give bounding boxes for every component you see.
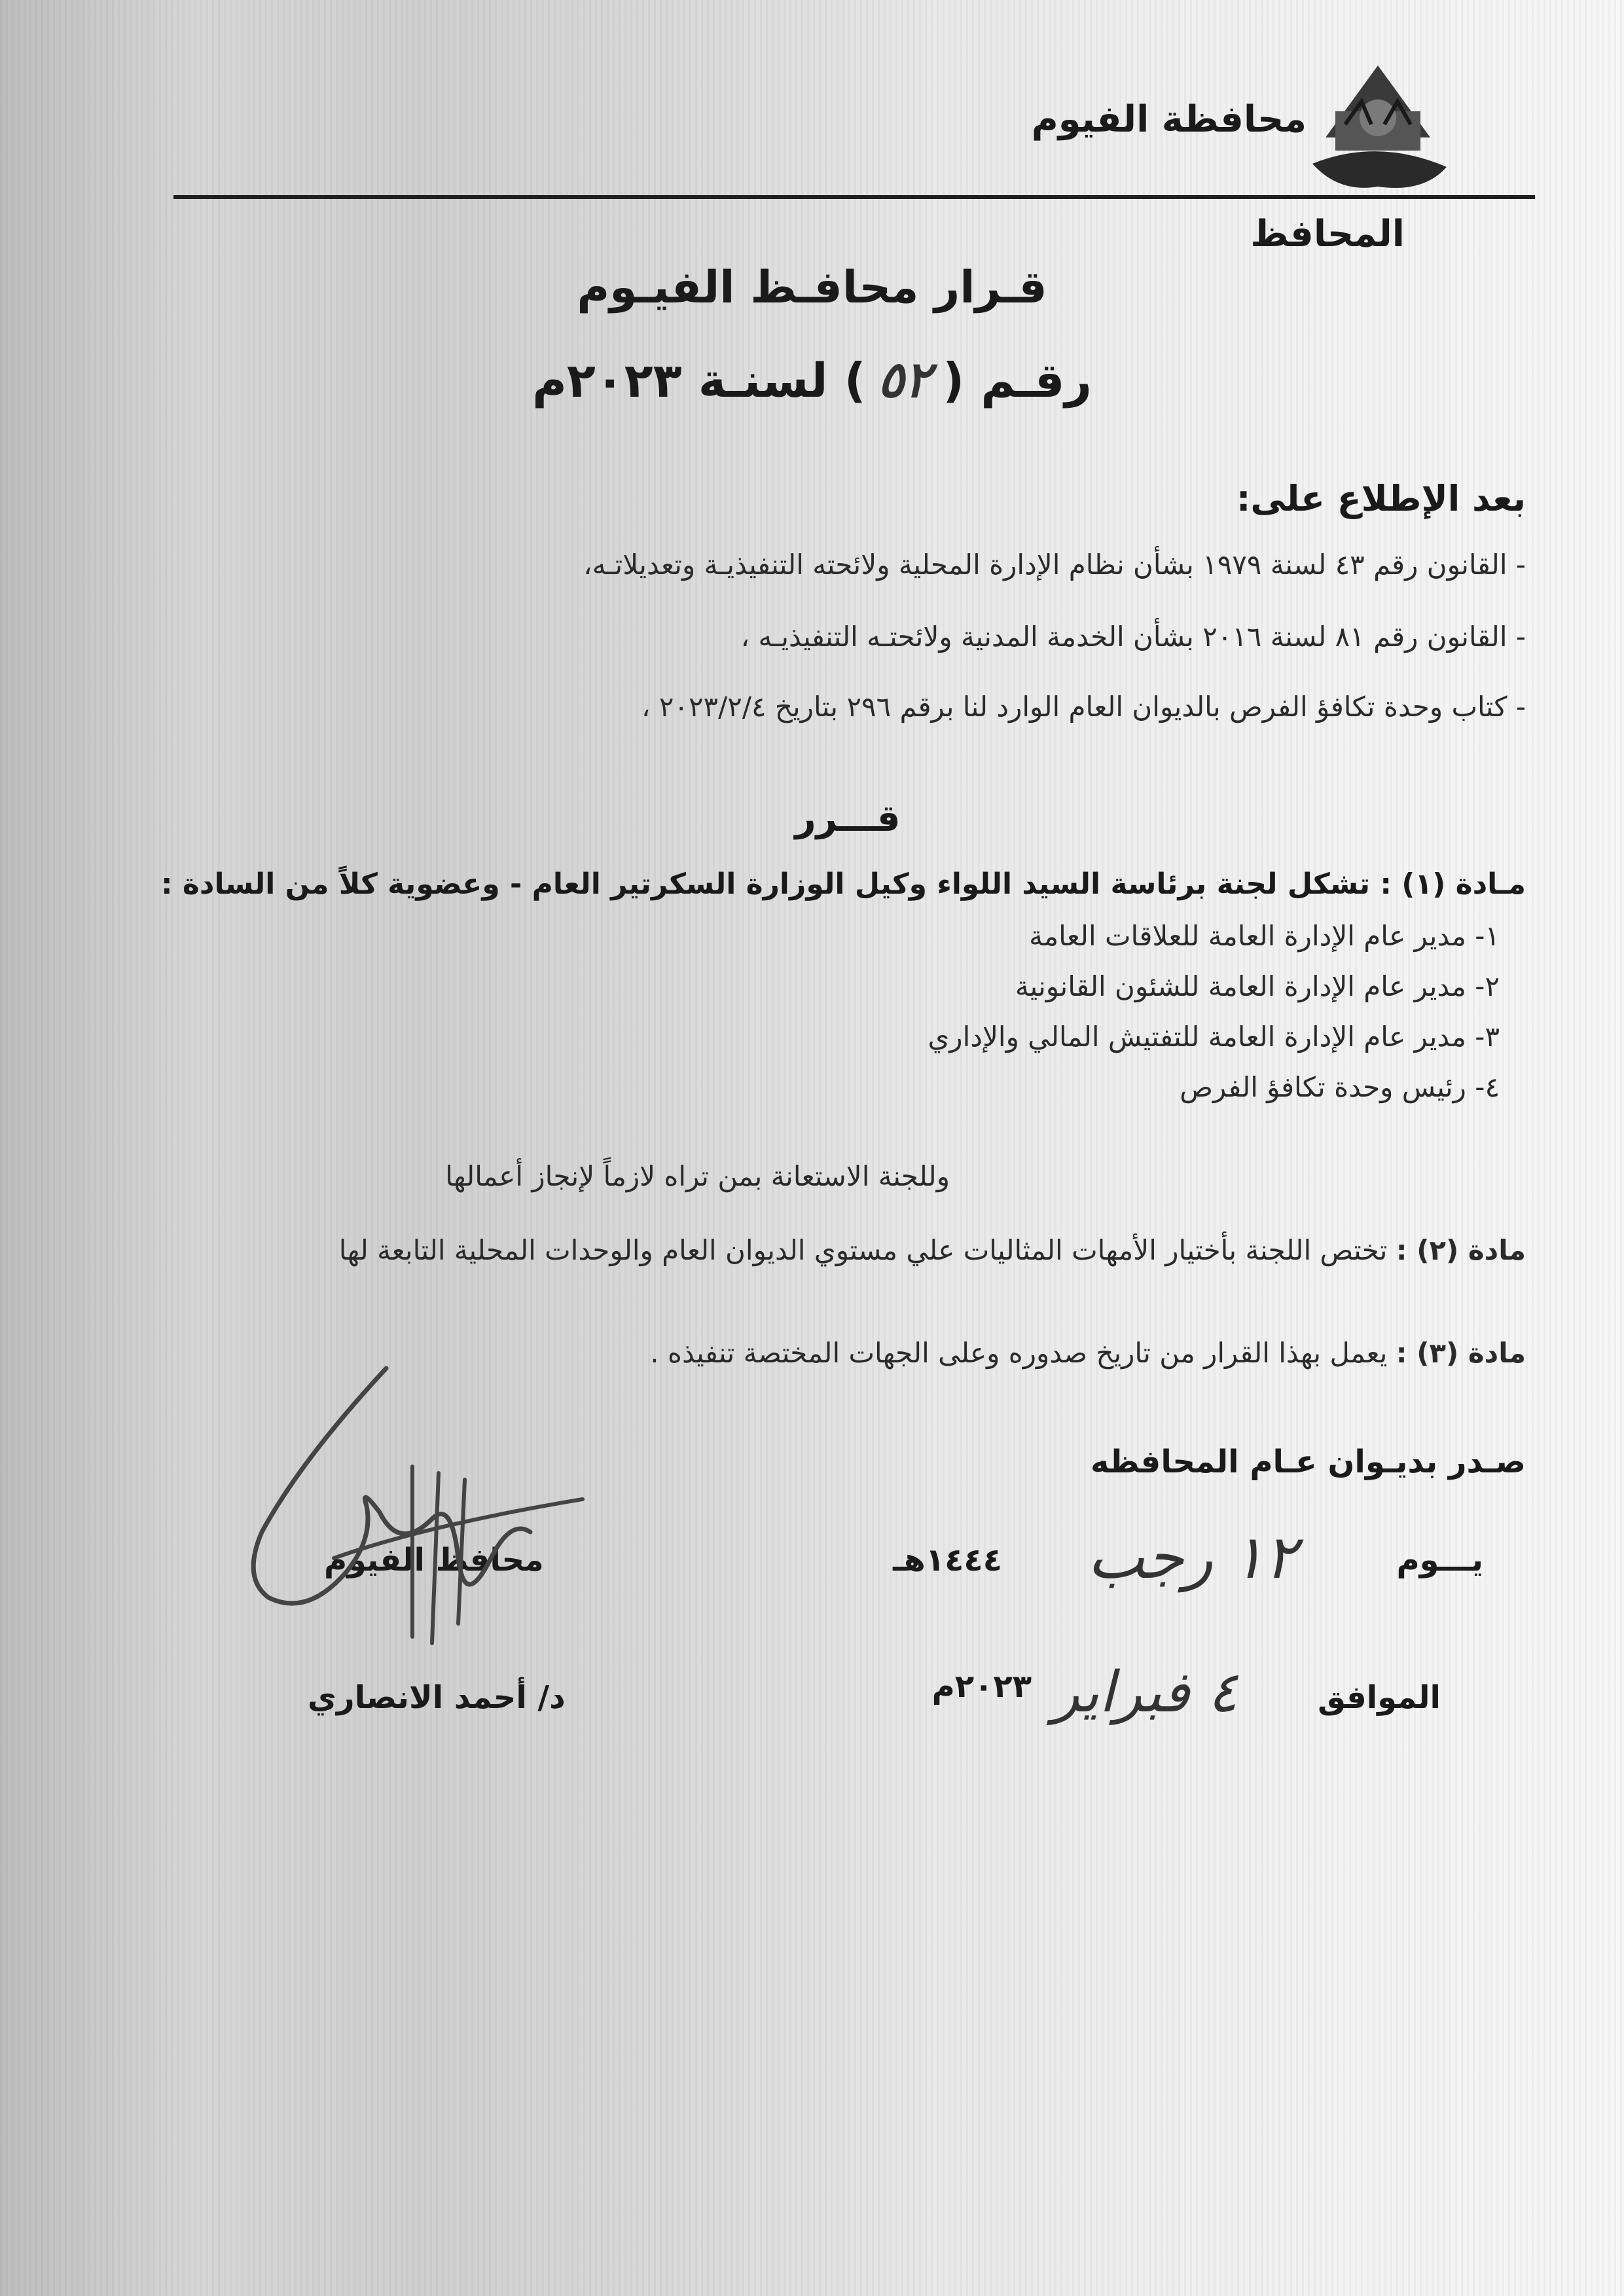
recital-item: - كتاب وحدة تكافؤ الفرص بالديوان العام الوارد لنا برقم ٢٩٦ بتاريخ ٢٠٢٣/٢/٤ ، <box>641 691 1526 723</box>
decree-number-handwritten: ٥٢ <box>877 350 931 409</box>
decree-number <box>0 350 1624 409</box>
governorate-emblem-logo <box>1299 39 1456 196</box>
article-1-note: وللجنة الاستعانة بمن تراه لازماً لإنجاز أعمالها <box>445 1160 950 1192</box>
article-2-label: مادة (٢) : <box>1396 1234 1526 1266</box>
gregorian-year: ٢٠٢٣م <box>931 1668 1032 1705</box>
header-divider <box>173 195 1535 199</box>
article-3-text: يعمل بهذا القرار من تاريخ صدوره وعلى الجهات المختصة تنفيذه . <box>650 1337 1388 1369</box>
day-label: يـــوم <box>1396 1542 1483 1578</box>
committee-member: ٢- مدير عام الإدارة العامة للشئون القانونية <box>1015 970 1500 1002</box>
signature-mark <box>216 1362 609 1676</box>
gregorian-date-handwritten: ٤ فبراير <box>1052 1660 1238 1725</box>
issued-line: صـدر بديـوان عـام المحافظه <box>1091 1444 1526 1480</box>
gregorian-label: الموافق <box>1318 1679 1441 1716</box>
decree-title: قـرار محافـظ الفيـوم <box>577 262 1047 314</box>
article-3-label: مادة (٣) : <box>1396 1337 1526 1369</box>
recital-item: - القانون رقم ٨١ لسنة ٢٠١٦ بشأن الخدمة المدنية ولائحتـه التنفيذيـه ، <box>740 621 1526 653</box>
committee-member: ٤- رئيس وحدة تكافؤ الفرص <box>1180 1071 1500 1103</box>
hijri-date-handwritten: ١٢ رجب <box>1087 1522 1297 1592</box>
decided-heading: قـــرر <box>795 797 901 840</box>
governorate-name: محافظة الفيوم <box>1031 98 1307 141</box>
recitals-heading: بعد الإطلاع على: <box>1236 478 1526 519</box>
committee-member: ١- مدير عام الإدارة العامة للعلاقات العامة <box>1029 920 1500 952</box>
committee-member: ٣- مدير عام الإدارة العامة للتفتيش المالي والإداري <box>928 1021 1500 1053</box>
signatory-name: د/ أحمد الانصاري <box>308 1679 566 1716</box>
article-3 <box>650 1337 1526 1369</box>
signatory-title: محافظ الفيوم <box>324 1542 544 1578</box>
decree-number-suffix: ) لسنـة ٢٠٢٣م <box>532 353 866 408</box>
article-2-text: تختص اللجنة بأختيار الأمهات المثاليات علي مستوي الديوان العام والوحدات المحلية التابعة لها <box>338 1234 1388 1266</box>
article-2 <box>339 1234 1526 1266</box>
article-1-text: مـادة (١) : تشكل لجنة برئاسة السيد اللواء وكيل الوزارة السكرتير العام - وعضوية كلاً من السادة : <box>160 867 1526 901</box>
office-title: المحافظ <box>1250 213 1405 255</box>
recital-item: - القانون رقم ٤٣ لسنة ١٩٧٩ بشأن نظام الإدارة المحلية ولائحته التنفيذيـة وتعديلاتـه، <box>583 549 1526 581</box>
decree-number-prefix: رقـم ( <box>943 353 1092 408</box>
hijri-year: ١٤٤٤هـ <box>893 1542 1002 1578</box>
